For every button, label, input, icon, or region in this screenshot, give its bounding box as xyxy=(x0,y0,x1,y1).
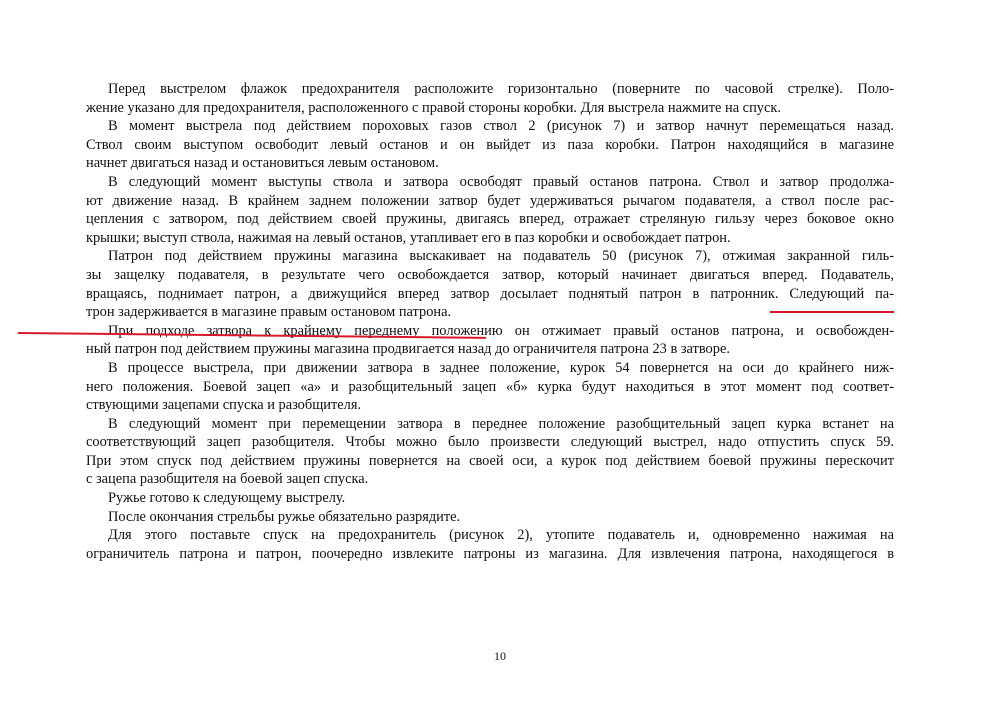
page-number: 10 xyxy=(494,649,506,663)
red-underline-mark-1 xyxy=(770,311,894,313)
text-line: В следующий момент выступы ствола и затвора освободят правый останов патрона. Ствол и затвор продолжа- xyxy=(108,173,894,190)
text-line: ограничитель патрона и патрон, поочередно извлеките патроны из магазина. Для извлечения патрона, находящегося в xyxy=(86,545,894,562)
text-line: При подходе затвора к крайнему переднему положению он отжимает правый останов патрона, и освобожден- xyxy=(108,322,894,339)
text-line: В процессе выстрела, при движении затвора в заднее положение, курок 54 повернется на оси до крайнего ниж- xyxy=(108,359,894,376)
text-line: Патрон под действием пружины магазина выскакивает на подаватель 50 (рисунок 7), отжимая закранной гиль- xyxy=(108,248,894,265)
text-line: соответствующий зацеп разобщителя. Чтобы можно было произвести следующий выстрел, надо отпустить спуск 59. xyxy=(86,434,894,451)
text-line: начнет двигаться назад и остановиться левым остановом. xyxy=(86,155,439,172)
text-line: крышки; выступ ствола, нажимая на левый останов, утапливает его в паз коробки и освобождает патрон. xyxy=(86,229,731,246)
text-line: ствующими зацепами спуска и разобщителя. xyxy=(86,397,362,414)
text-line: с зацепа разобщителя на боевой зацеп спуска. xyxy=(86,471,369,488)
text-line: В следующий момент при перемещении затвора в переднее положение разобщительный зацеп курка встанет на xyxy=(108,415,894,432)
text-line: цепления с затвором, под действием своей пружины, двигаясь вперед, отражает стреляную гильзу через боковое окно xyxy=(86,211,894,228)
text-line: В момент выстрела под действием пороховых газов ствол 2 (рисунок 7) и затвор начнут перемещаться назад. xyxy=(108,118,894,135)
text-line: Ствол своим выступом освободит левый останов и он выйдет из паза коробки. Патрон находящийся в магазине xyxy=(86,136,894,153)
text-line: жение указано для предохранителя, расположенного с правой стороны коробки. Для выстрела нажмите на спуск. xyxy=(86,99,781,116)
text-line: Для этого поставьте спуск на предохранитель (рисунок 2), утопите подаватель и, одновременно нажимая на xyxy=(108,527,894,544)
text-line: После окончания стрельбы ружье обязательно разрядите. xyxy=(108,508,461,525)
text-line: трон задерживается в магазине правым остановом патрона. xyxy=(86,304,452,321)
text-line: него положения. Боевой зацеп «а» и разобщительный зацеп «б» курка будут находиться в этот момент под соответ- xyxy=(86,378,894,395)
text-line: вращаясь, поднимает патрон, а движущийся вперед затвор досылает поднятый патрон в патронник. Следующий па- xyxy=(86,285,894,302)
text-line: При этом спуск под действием пружины повернется на своей оси, а курок под действием боевой пружины перескочит xyxy=(86,452,894,469)
text-line: ют движение назад. В крайнем заднем положении затвор будет удерживаться рычагом подавателя, а ствол после рас- xyxy=(86,192,894,209)
text-line: Перед выстрелом флажок предохранителя расположите горизонтально (поверните по часовой стрелке). Поло- xyxy=(108,81,894,97)
text-line: Ружье готово к следующему выстрелу. xyxy=(108,490,346,507)
text-line: зы защелку подавателя, в результате чего освобождается затвор, который начинает двигаться вперед. Подаватель, xyxy=(86,266,894,283)
text-line: ный патрон под действием пружины магазина продвигается назад до ограничителя патрона 23 в затворе. xyxy=(86,341,730,358)
document-body xyxy=(86,80,894,563)
